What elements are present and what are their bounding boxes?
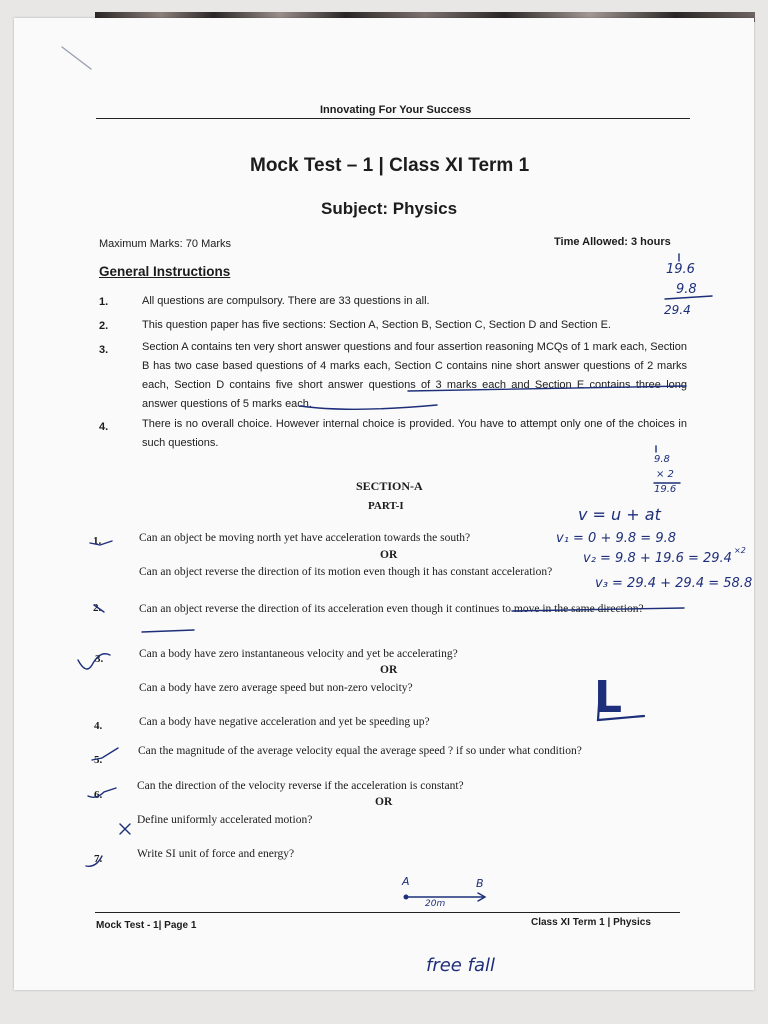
question-number: 2. [93,602,102,614]
question-number: 3. [95,653,104,665]
question-alternative: Define uniformly accelerated motion? [137,814,313,826]
handwritten-sum-top-2: 9.8 [676,282,697,297]
handwritten-free-fall: free fall [426,955,495,976]
handwritten-distance: 20m [425,899,446,909]
maximum-marks: Maximum Marks: 70 Marks [99,238,232,250]
instruction-number: 3. [99,344,109,356]
question-number: 4. [94,720,103,732]
general-instructions-heading: General Instructions [99,264,231,279]
question-alternative: Can an object reverse the direction of its motion even though it has constant acceleration? [139,566,553,578]
handwritten-sum-mid-result: 19.6 [654,484,677,495]
handwritten-mult-small: ×2 [734,546,746,555]
question-number: 5. [94,754,103,766]
question-text: Write SI unit of force and energy? [137,848,295,860]
question-alternative: Can a body have zero average speed but non-zero velocity? [139,682,413,694]
question-text: Can an object be moving north yet have acceleration towards the south? [139,532,471,544]
question-text: Can the direction of the velocity reverse if the acceleration is constant? [137,780,464,792]
question-number: 1. [93,535,102,547]
section-part: PART-I [368,500,404,512]
section-title: SECTION-A [356,479,423,493]
handwritten-sum-mid-2: × 2 [656,469,674,480]
handwritten-check-mark: L [594,672,623,723]
handwritten-point-b: B [476,877,484,890]
handwritten-v3: v₃ = 29.4 + 29.4 = 58.8 [595,576,753,591]
time-allowed: Time Allowed: 3 hours [554,236,671,248]
footer-rule [95,912,680,913]
or-separator: OR [380,549,398,561]
question-text: Can a body have zero instantaneous velocity and yet be accelerating? [139,648,458,660]
handwritten-v1: v₁ = 0 + 9.8 = 9.8 [556,531,676,546]
tagline: Innovating For Your Success [320,104,472,116]
page-title: Mock Test – 1 | Class XI Term 1 [250,155,530,176]
header-rule [96,118,690,119]
question-text: Can an object reverse the direction of its acceleration even though it continues to move in the same direction? [139,603,644,615]
instruction-text: All questions are compulsory. There are 33 questions in all. [142,295,430,307]
handwritten-sum-mid-1: 9.8 [654,454,670,465]
instruction-text: Section A contains ten very short answer questions and four assertion reasoning MCQs of 1 mark each, Section B has two case based questions of 4 marks each, Section C contains nine short answer questions of 2 marks each, Section D contains five short answer questions of 3 marks each and Section E contains three long answer questions of 5 marks each. [142,341,687,410]
instruction-number: 2. [99,320,109,332]
instruction-number: 1. [99,296,109,308]
handwritten-sum-top-1: 19.6 [666,262,695,277]
footer-right: Class XI Term 1 | Physics [531,917,651,928]
instruction-number: 4. [99,421,109,433]
or-separator: OR [375,796,393,808]
question-number: 7. [94,853,103,865]
instruction-text: This question paper has five sections: Section A, Section B, Section C, Section D and Section E. [142,319,611,331]
handwritten-point-a: A [402,875,410,888]
handwritten-sum-top-result: 29.4 [664,303,691,317]
question-number: 6. [94,789,103,801]
instruction-text: There is no overall choice. However internal choice is provided. You have to attempt only one of the choices in such questions. [142,418,687,449]
subject-heading: Subject: Physics [321,199,458,218]
question-text: Can the magnitude of the average velocity equal the average speed ? if so under what condition? [138,745,582,757]
handwritten-v2: v₂ = 9.8 + 19.6 = 29.4 [583,551,732,566]
question-text: Can a body have negative acceleration and yet be speeding up? [139,716,430,728]
or-separator: OR [380,664,398,676]
footer-left: Mock Test - 1| Page 1 [96,920,197,931]
handwritten-equation: v = u + at [578,505,661,524]
